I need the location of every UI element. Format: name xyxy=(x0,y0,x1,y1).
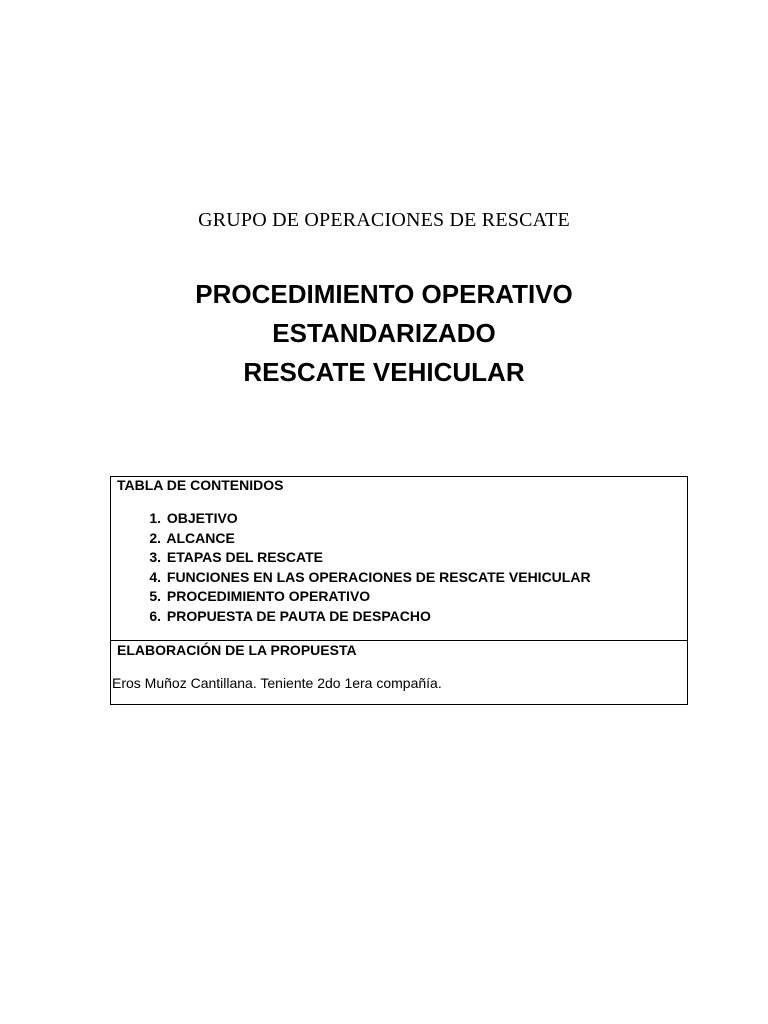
toc-heading: TABLA DE CONTENIDOS xyxy=(117,477,284,493)
author-credit: Eros Muñoz Cantillana. Teniente 2do 1era compañía. xyxy=(112,675,442,691)
toc-item-number: 5. xyxy=(149,588,161,604)
organization-title: GRUPO DE OPERACIONES DE RESCATE xyxy=(198,209,570,231)
toc-item-number: 6. xyxy=(149,607,161,624)
document-title xyxy=(0,275,768,392)
toc-item xyxy=(137,529,591,549)
toc-item-label: OBJETIVO xyxy=(166,510,238,526)
proposal-heading: ELABORACIÓN DE LA PROPUESTA xyxy=(117,642,357,658)
toc-item-label: FUNCIONES EN LAS OPERACIONES DE RESCATE VEHICULAR xyxy=(166,568,591,585)
document-title-line-2: ESTANDARIZADO xyxy=(272,318,496,348)
toc-item-number: 2. xyxy=(149,529,161,546)
toc-item-label: ALCANCE xyxy=(166,529,235,546)
toc-item xyxy=(137,587,591,607)
toc-item-label: ETAPAS DEL RESCATE xyxy=(166,549,323,565)
toc-item-label: PROCEDIMIENTO OPERATIVO xyxy=(166,588,371,604)
toc-list xyxy=(137,509,591,626)
document-title-line-3: RESCATE VEHICULAR xyxy=(243,357,525,387)
toc-item-number: 1. xyxy=(149,510,161,526)
toc-item xyxy=(137,607,591,627)
toc-item xyxy=(137,568,591,588)
table-of-contents-box xyxy=(110,476,688,641)
toc-item-number: 3. xyxy=(149,549,161,565)
toc-item-number: 4. xyxy=(149,568,161,585)
toc-item-label: PROPUESTA DE PAUTA DE DESPACHO xyxy=(166,607,431,624)
proposal-box xyxy=(110,640,688,705)
document-title-line-1: PROCEDIMIENTO OPERATIVO xyxy=(195,279,573,309)
toc-item xyxy=(137,509,591,529)
toc-item xyxy=(137,548,591,568)
